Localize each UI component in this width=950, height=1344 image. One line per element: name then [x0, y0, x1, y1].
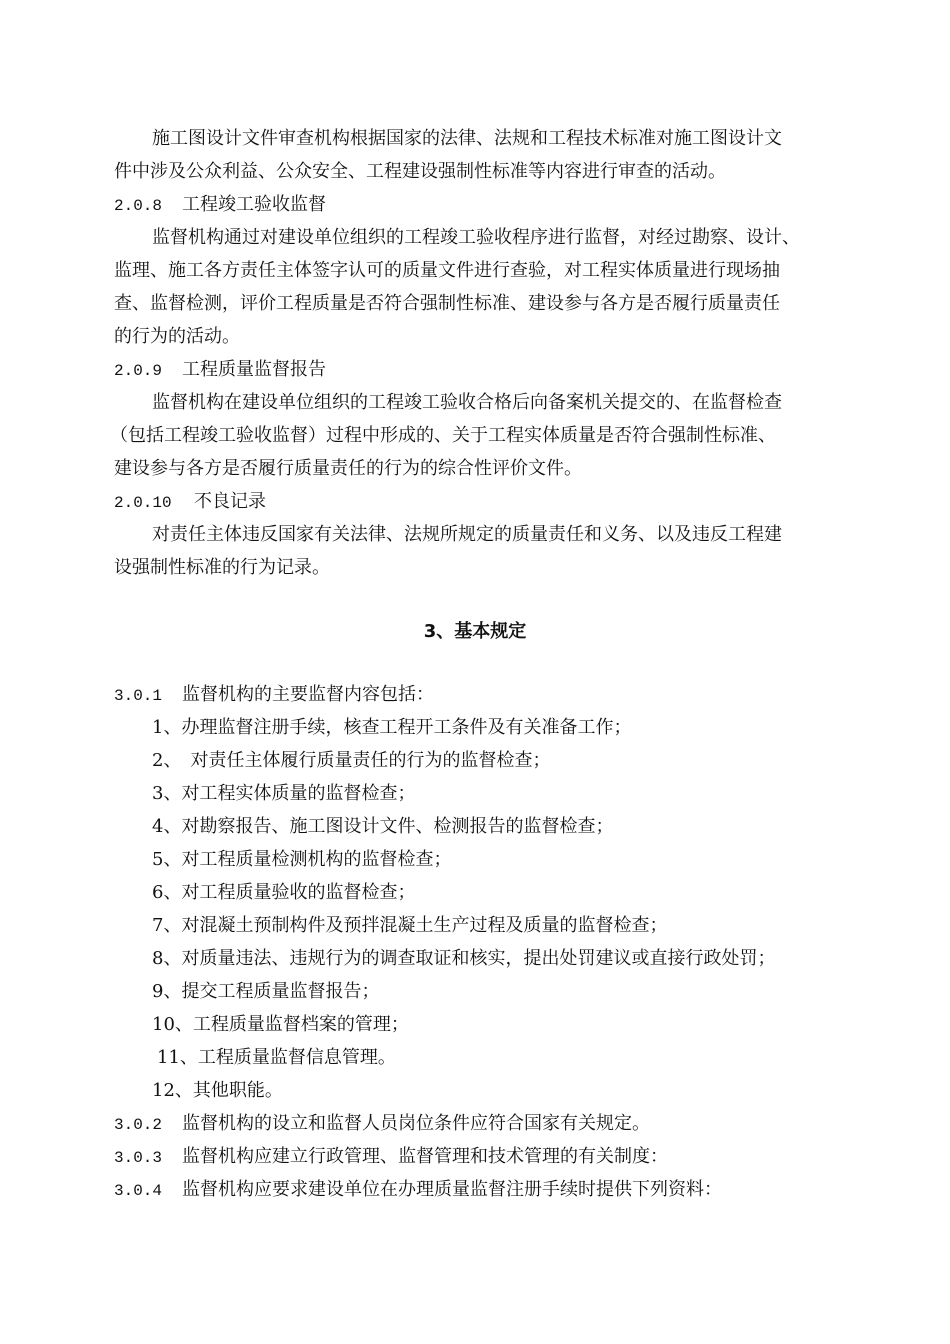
paragraph-line: 件中涉及公众利益、公众安全、工程建设强制性标准等内容进行审查的活动。	[114, 161, 726, 182]
section-title: 工程质量监督报告	[182, 359, 326, 380]
paragraph-line: 设强制性标准的行为记录。	[114, 557, 330, 578]
section-title: 工程竣工验收监督	[182, 194, 326, 215]
paragraph-line: 对责任主体违反国家有关法律、法规所规定的质量责任和义务、以及违反工程建	[152, 524, 782, 545]
section-title: 不良记录	[194, 491, 266, 512]
section-number: 3.0.2	[114, 1116, 163, 1134]
section-heading-3-0-2	[114, 1112, 650, 1137]
section-number: 2.0.8	[114, 197, 163, 215]
section-number: 2.0.10	[114, 494, 172, 512]
section-heading-2-0-10	[114, 490, 266, 515]
section-title: 监督机构的设立和监督人员岗位条件应符合国家有关规定。	[182, 1113, 650, 1134]
section-title: 监督机构应要求建设单位在办理质量监督注册手续时提供下列资料：	[182, 1179, 722, 1200]
section-number: 3.0.4	[114, 1182, 163, 1200]
section-title: 监督机构应建立行政管理、监督管理和技术管理的有关制度：	[182, 1146, 668, 1167]
paragraph-line: 建设参与各方是否履行质量责任的行为的综合性评价文件。	[114, 458, 582, 479]
section-heading-2-0-8	[114, 193, 326, 218]
list-item: 7、对混凝土预制构件及预拌混凝土生产过程及质量的监督检查；	[152, 915, 668, 936]
paragraph-line: （包括工程竣工验收监督）过程中形成的、关于工程实体质量是否符合强制性标准、	[110, 425, 776, 446]
list-item: 1、办理监督注册手续，核查工程开工条件及有关准备工作；	[152, 717, 632, 738]
list-item: 2、 对责任主体履行质量责任的行为的监督检查；	[152, 750, 551, 771]
paragraph-line: 监督机构通过对建设单位组织的工程竣工验收程序进行监督，对经过勘察、设计、	[152, 227, 800, 248]
section-heading-3-0-1	[114, 683, 434, 708]
list-item: 11、工程质量监督信息管理。	[157, 1047, 396, 1068]
paragraph-line: 监理、施工各方责任主体签字认可的质量文件进行查验，对工程实体质量进行现场抽	[114, 260, 780, 281]
paragraph-line: 监督机构在建设单位组织的工程竣工验收合格后向备案机关提交的、在监督检查	[152, 392, 782, 413]
list-item: 9、提交工程质量监督报告；	[152, 981, 380, 1002]
section-heading-2-0-9	[114, 358, 326, 383]
list-item: 6、对工程质量验收的监督检查；	[152, 882, 416, 903]
paragraph-line: 施工图设计文件审查机构根据国家的法律、法规和工程技术标准对施工图设计文	[152, 128, 782, 149]
list-item: 5、对工程质量检测机构的监督检查；	[152, 849, 452, 870]
section-number: 3.0.3	[114, 1149, 163, 1167]
paragraph-line: 的行为的活动。	[114, 326, 240, 347]
paragraph-line: 查、监督检测，评价工程质量是否符合强制性标准、建设参与各方是否履行质量责任	[114, 293, 780, 314]
section-number: 2.0.9	[114, 362, 163, 380]
list-item: 3、对工程实体质量的监督检查；	[152, 783, 416, 804]
list-item: 4、对勘察报告、施工图设计文件、检测报告的监督检查；	[152, 816, 614, 837]
list-item: 8、对质量违法、违规行为的调查取证和核实，提出处罚建议或直接行政处罚；	[152, 948, 776, 969]
section-number: 3.0.1	[114, 687, 163, 705]
section-title: 监督机构的主要监督内容包括：	[182, 684, 434, 705]
section-heading-3-0-4	[114, 1178, 722, 1203]
list-item: 12、其他职能。	[152, 1080, 283, 1101]
chapter-title: 3、基本规定	[423, 621, 527, 642]
section-heading-3-0-3	[114, 1145, 668, 1170]
list-item: 10、工程质量监督档案的管理；	[152, 1014, 409, 1035]
